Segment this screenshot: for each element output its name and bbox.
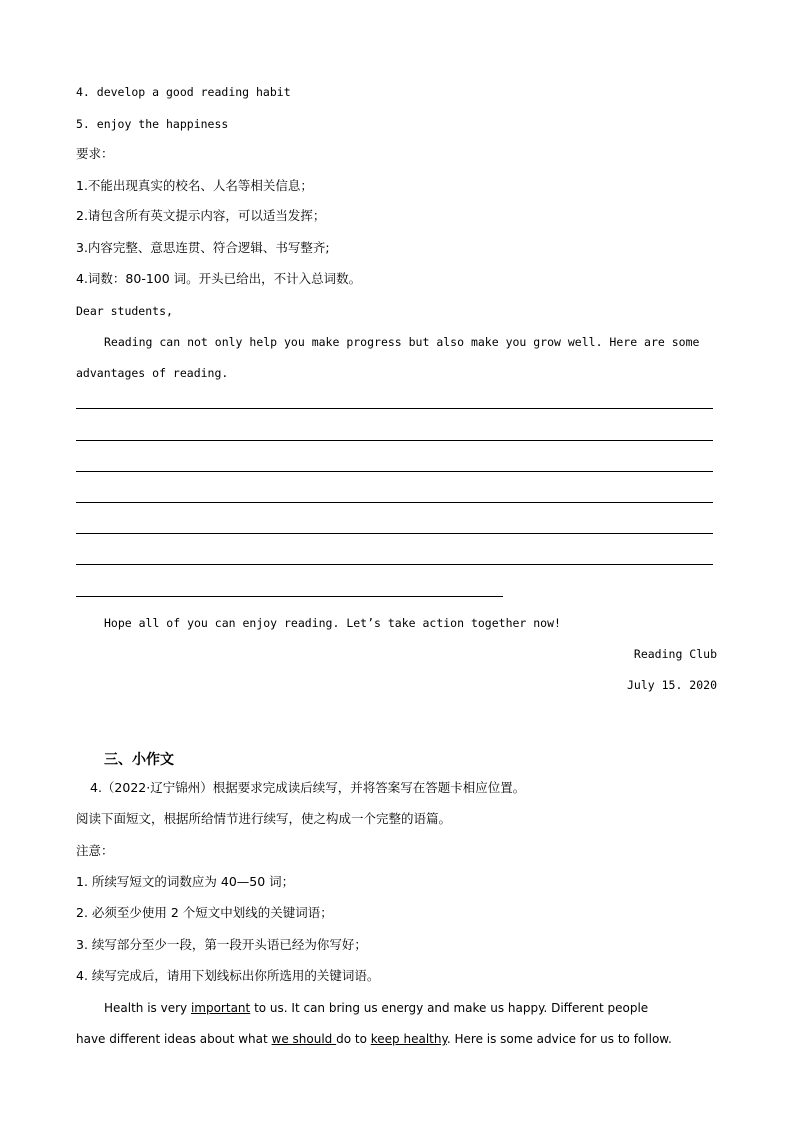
note-item: 3. 续写部分至少一段，第一段开头语已经为你写好； [76, 937, 367, 952]
writing-line[interactable] [76, 471, 713, 472]
question-text: 4.（2022·辽宁锦州）根据要求完成读后续写，并将答案写在答题卡相应位置。 [90, 780, 526, 795]
passage-text: have different ideas about what [76, 1032, 272, 1046]
writing-line[interactable] [76, 440, 713, 441]
requirement-item: 1.不能出现真实的校名、人名等相关信息； [76, 178, 313, 193]
instruction-text: 阅读下面短文，根据所给情节进行续写，使之构成一个完整的语篇。 [76, 811, 452, 826]
passage-line [104, 1000, 648, 1016]
list-item: 5. enjoy the happiness [76, 117, 229, 131]
passage-line [76, 1031, 672, 1047]
note-item: 4. 续写完成后，请用下划线标出你所选用的关键词语。 [76, 968, 380, 983]
writing-line[interactable] [76, 596, 503, 597]
note-item: 2. 必须至少使用 2 个短文中划线的关键词语； [76, 905, 333, 920]
passage-text: . Here is some advice for us to follow. [446, 1032, 672, 1046]
key-phrase: keep healthy [370, 1032, 447, 1046]
letter-date: July 15. 2020 [626, 678, 717, 692]
passage-text: Health is very [104, 1001, 191, 1015]
key-phrase: we should [271, 1032, 337, 1046]
letter-closing: Hope all of you can enjoy reading. Let’s take action together now! [104, 616, 561, 630]
key-phrase: important [190, 1001, 251, 1015]
requirement-item: 2.请包含所有英文提示内容，可以适当发挥； [76, 208, 326, 223]
letter-salutation: Dear students, [76, 304, 173, 318]
passage-text: do to [336, 1032, 371, 1046]
writing-line[interactable] [76, 408, 713, 409]
requirement-item: 4.词数：80-100 词。开头已给出，不计入总词数。 [76, 271, 362, 286]
letter-signature: Reading Club [633, 647, 717, 661]
list-item: 4. develop a good reading habit [76, 85, 291, 99]
note-item: 1. 所续写短文的词数应为 40—50 词； [76, 874, 295, 889]
requirements-title: 要求： [76, 146, 114, 161]
section-heading: 三、小作文 [104, 752, 174, 768]
passage-text: to us. It can bring us energy and make us happy. Different people [250, 1001, 649, 1015]
letter-opening: Reading can not only help you make progress but also make you grow well. Here are some [104, 335, 700, 349]
writing-line[interactable] [76, 502, 713, 503]
writing-line[interactable] [76, 533, 713, 534]
notes-title: 注意： [76, 843, 114, 858]
requirement-item: 3.内容完整、意思连贯、符合逻辑、书写整齐; [76, 240, 330, 255]
letter-opening: advantages of reading. [76, 366, 229, 380]
writing-line[interactable] [76, 564, 713, 565]
